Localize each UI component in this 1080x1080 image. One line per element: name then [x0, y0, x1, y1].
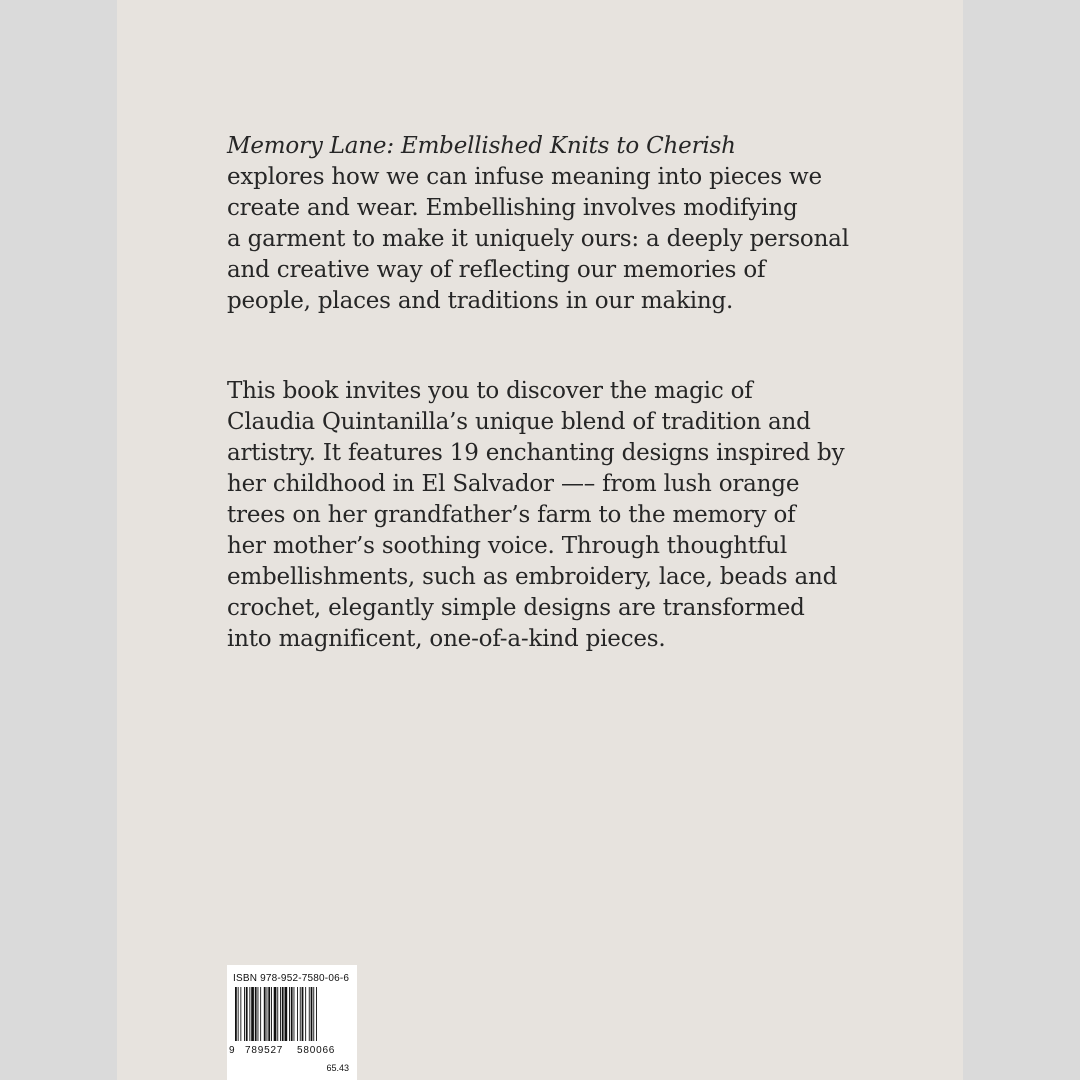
blurb-line: artistry. It features 19 enchanting designs inspired by	[227, 440, 845, 466]
barcode-first-digit: 9	[229, 1045, 235, 1056]
barcode-icon	[235, 987, 349, 1041]
blurb-line: embellishments, such as embroidery, lace, beads and	[227, 564, 838, 590]
blurb-line: people, places and traditions in our making.	[227, 288, 734, 314]
blurb-line: crochet, elegantly simple designs are transformed	[227, 595, 805, 621]
blurb-paragraph-1	[227, 131, 847, 317]
book-title: Memory Lane: Embellished Knits to Cherish	[227, 133, 736, 159]
blurb-line: and creative way of reflecting our memories of	[227, 257, 766, 283]
book-back-cover	[117, 0, 963, 1080]
blurb-line: create and wear. Embellishing involves modifying	[227, 195, 798, 221]
price-code: 65.43	[326, 1063, 349, 1073]
blurb-line: her mother’s soothing voice. Through thoughtful	[227, 533, 787, 559]
isbn-barcode-box	[227, 965, 357, 1080]
blurb-line: This book invites you to discover the magic of	[227, 378, 753, 404]
blurb-line: Claudia Quintanilla’s unique blend of tradition and	[227, 409, 811, 435]
blurb-line: her childhood in El Salvador —– from lush orange	[227, 471, 800, 497]
blurb-paragraph-2	[227, 376, 847, 655]
isbn-label: ISBN 978-952-7580-06-6	[233, 973, 350, 984]
blurb-line: into magnificent, one-of-a-kind pieces.	[227, 626, 666, 652]
barcode-left-digits: 789527	[245, 1045, 284, 1056]
blurb-line: explores how we can infuse meaning into pieces we	[227, 164, 822, 190]
barcode-right-digits: 580066	[297, 1045, 336, 1056]
blurb-line: a garment to make it uniquely ours: a deeply personal	[227, 226, 849, 252]
blurb-line: trees on her grandfather’s farm to the memory of	[227, 502, 796, 528]
